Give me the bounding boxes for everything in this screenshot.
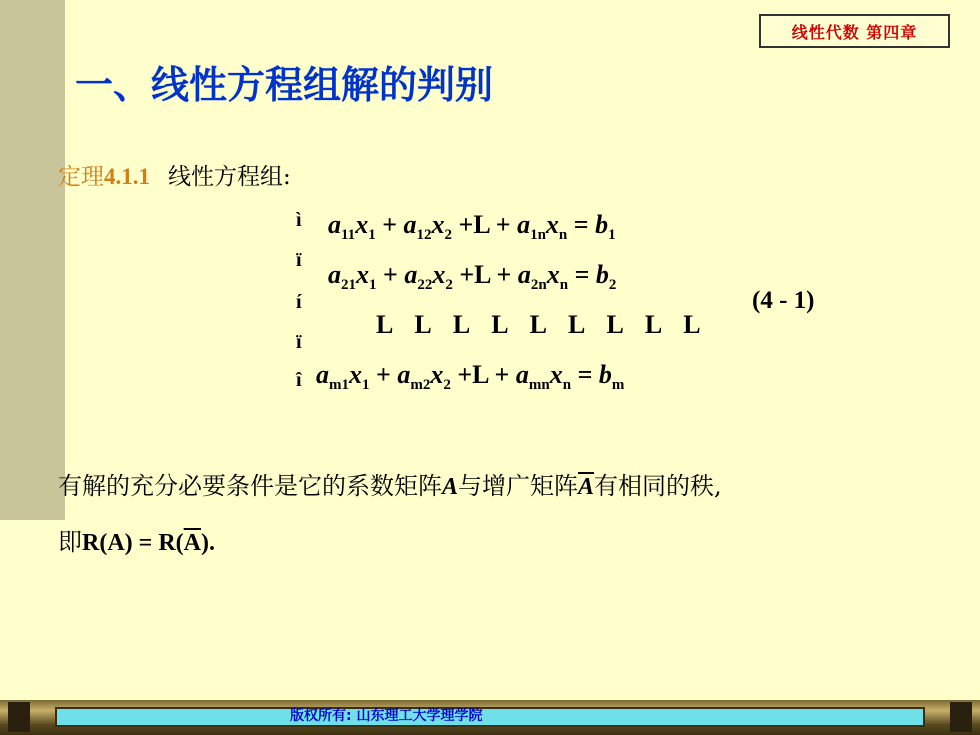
- chapter-badge: 线性代数 第四章: [759, 14, 950, 48]
- theorem-number: 4.1.1: [104, 164, 150, 189]
- equation-row-m: $a_{m1}x_1 + a_{m2}x_2 +L + a_{mn}x_n = b_m$: [316, 360, 625, 393]
- footer-copyright: 版权所有: 山东理工大学理学院: [290, 708, 483, 724]
- equation-row-1: $a_{11}x_1 + a_{12}x_2 +L + a_{1n}x_n = b_1$: [328, 210, 616, 243]
- footer-inner-band: [55, 707, 925, 727]
- brace-glyph: í: [296, 291, 302, 313]
- left-decorative-bar: [0, 0, 65, 520]
- footer-right-cap: [950, 702, 972, 732]
- footer-left-cap: [8, 702, 30, 732]
- rank-equation: 即$R(A) = R(\overline{A})$.: [58, 528, 216, 556]
- equation-row-2: $a_{21}x_1 + a_{22}x_2 +L + a_{2n}x_n = b_2$: [328, 260, 617, 293]
- brace-glyph: î: [296, 369, 302, 391]
- condition-text: 有解的充分必要条件是它的系数矩阵A与增广矩阵$\overline{A}$有相同的秩,: [58, 472, 722, 500]
- page-title: 一、线性方程组解的判别: [75, 63, 494, 107]
- left-brace: [296, 208, 316, 398]
- theorem-heading: [58, 158, 291, 191]
- brace-glyph: ï: [296, 331, 302, 353]
- theorem-label: 定理: [58, 164, 104, 190]
- brace-glyph: ì: [296, 209, 302, 231]
- theorem-text: 线性方程组:: [168, 164, 291, 190]
- ellipsis-row: L L L L L L L L L: [376, 310, 709, 339]
- equation-number: (4 - 1): [752, 287, 815, 314]
- brace-glyph: ï: [296, 249, 302, 271]
